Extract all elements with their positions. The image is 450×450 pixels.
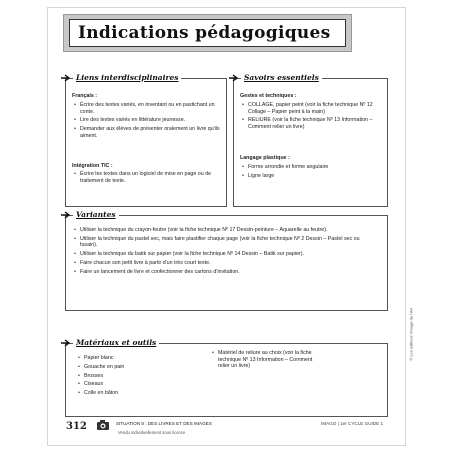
liens-box xyxy=(65,78,227,207)
list-item: • Écrire les textes dans un logiciel de mise en page ou de traitement de texte. xyxy=(74,171,220,184)
arrow-icon xyxy=(61,74,71,82)
title-frame xyxy=(69,19,346,47)
title-banner xyxy=(63,14,352,52)
gestes-list xyxy=(242,102,382,133)
variantes-box xyxy=(65,215,388,311)
list-item: • Colle en bâton xyxy=(78,390,198,397)
page-footer xyxy=(48,417,405,445)
page-title: Indications pédagogiques xyxy=(78,23,331,43)
savoirs-box xyxy=(233,78,388,207)
footer-series: IMAGO | 1er CYCLE GUIDE 1 xyxy=(321,421,383,426)
materiaux-label: Matériaux et outils xyxy=(73,338,159,347)
list-item: • Forme arrondie et forme angulaire xyxy=(242,164,382,171)
tic-list xyxy=(74,171,220,186)
langage-heading: Langage plastique : xyxy=(240,155,290,161)
langage-list xyxy=(242,164,382,182)
list-item: • Papier blanc xyxy=(78,355,198,362)
savoirs-label: Savoirs essentiels xyxy=(241,73,322,82)
materiaux-left-list xyxy=(78,355,198,399)
arrow-icon xyxy=(229,74,239,82)
list-item: • Demander aux élèves de présenter oralement un livre qu'ils aiment. xyxy=(74,126,220,139)
list-item: • Écrire des textes variés, en inventant ou en pastichant un conte. xyxy=(74,102,220,115)
arrow-icon xyxy=(61,339,71,347)
arrow-icon xyxy=(61,211,71,219)
list-item: • RELIURE (voir la fiche technique Nº 13 Information – Comment relier un livre) xyxy=(242,117,382,130)
camera-icon xyxy=(96,419,110,431)
liens-label: Liens interdisciplinaires xyxy=(73,73,181,82)
francais-heading: Français : xyxy=(72,93,98,99)
footer-situation: SITUATION 8 : DES LIVRES ET DES IMAGES xyxy=(116,421,212,426)
list-item: • COLLAGE, papier peint (voir la fiche technique Nº 12 Collage – Papier peint à la main) xyxy=(242,102,382,115)
list-item: • Ligne large xyxy=(242,173,382,180)
copyright-side-text: © Les éditions l'Image de l'Art xyxy=(409,308,414,361)
document-page xyxy=(47,7,414,446)
variantes-list xyxy=(74,227,374,278)
list-item: • Brosses xyxy=(78,373,198,380)
footer-license: Vendu individuellement sous licence xyxy=(118,430,186,435)
list-item: • Utiliser la technique du pastel sec, mais faire plastifier chaque page (voir la fiche technique Nº 2 Dessin – Pastel sec ou fusain). xyxy=(74,236,374,249)
variantes-label: Variantes xyxy=(73,210,119,219)
francais-list xyxy=(74,102,220,142)
list-item: • Faire chacun son petit livre à partir d'un très court texte. xyxy=(74,260,374,267)
list-item: • Utiliser la technique du crayon-feutre (voir la fiche technique Nº 17 Dessin-peinture – Aquarelle au feutre). xyxy=(74,227,374,234)
materiaux-right-list xyxy=(212,350,322,372)
list-item: • Ciseaux xyxy=(78,381,198,388)
list-item: • Utiliser la technique du batik sur papier (voir la fiche technique Nº 14 Dessin – Batik sur papier). xyxy=(74,251,374,258)
list-item: • Gouache en pain xyxy=(78,364,198,371)
page-number: 312 xyxy=(66,421,87,432)
list-item: • Lire des textes variés en littérature jeunesse. xyxy=(74,117,220,124)
list-item: • Matériel de reliure au choix (voir la fiche technique Nº 13 Information – Comment relier un livre) xyxy=(212,350,322,370)
materiaux-box xyxy=(65,343,388,417)
list-item: • Faire un lancement de livre et confectionner des cartons d'invitation. xyxy=(74,269,374,276)
gestes-heading: Gestes et techniques : xyxy=(240,93,297,99)
tic-heading: Intégration TIC : xyxy=(72,163,113,169)
